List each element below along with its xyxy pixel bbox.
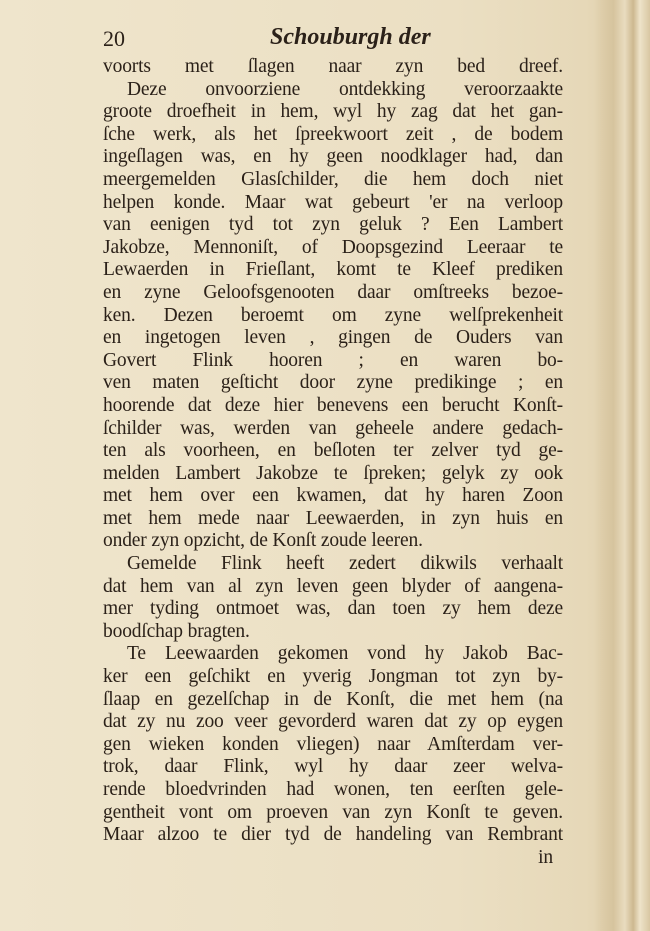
text-line: ſchilder was, werden van geheele andere gedach-	[103, 417, 563, 439]
text-line: Deze onvoorziene ontdekking veroorzaakte	[127, 78, 563, 100]
text-line: Te Leewaarden gekomen vond hy Jakob Bac-	[127, 643, 563, 665]
text-line: onder zyn opzicht, de Konſt zoude leeren.	[103, 530, 423, 552]
text-line: mer tyding ontmoet was, dan toen zy hem deze	[103, 598, 563, 620]
text-line: Govert Flink hooren ; en waren bo-	[103, 349, 563, 371]
text-line: hoorende dat deze hier benevens een berucht Konſt-	[103, 394, 563, 416]
text-line: Jakobze, Mennoniſt, of Doopsgezind Leeraar te	[103, 236, 563, 258]
text-line: groote droefheit in hem, wyl hy zag dat het gan-	[103, 101, 563, 123]
text-line: boodſchap bragten.	[103, 620, 250, 642]
page-edge-shadow	[594, 0, 650, 931]
text-line: helpen konde. Maar wat gebeurt 'er na verloop	[103, 191, 563, 213]
page-header	[103, 26, 563, 54]
text-line: trok, daar Flink, wyl hy daar zeer welva-	[103, 756, 563, 778]
text-line: en ingetogen leven , gingen de Ouders van	[103, 327, 563, 349]
text-line: voorts met ſlagen naar zyn bed dreef.	[103, 56, 563, 77]
running-title: Schouburgh der	[270, 24, 431, 50]
text-line: Lewaerden in Frieſlant, komt te Kleef prediken	[103, 259, 563, 281]
text-line: ker een geſchikt en yverig Jongman tot zyn by-	[103, 666, 563, 688]
text-line: rende bloedvrinden had wonen, ten eerſten gele-	[103, 779, 563, 800]
text-line: gen wieken konden vliegen) naar Amſterdam ver-	[103, 733, 563, 755]
text-line: melden Lambert Jakobze te ſpreken; gelyk zy ook	[103, 462, 563, 484]
text-line: meergemelden Glasſchilder, die hem doch niet	[103, 168, 563, 190]
text-line: met hem mede naar Leewaerden, in zyn huis en	[103, 507, 563, 529]
text-line: van eenigen tyd tot zyn geluk ? Een Lambert	[103, 214, 563, 236]
text-line: ſche werk, als het ſpreekwoort zeit , de bodem	[103, 123, 563, 145]
text-line: dat hem van al zyn leven geen blyder of aangena-	[103, 575, 563, 597]
text-line: ten als voorheen, en beſloten ter zelver tyd ge-	[103, 440, 563, 462]
text-line: gentheit vont om proeven van zyn Konſt te geven.	[103, 801, 563, 823]
text-line: met hem over een kwamen, dat hy haren Zoon	[103, 485, 563, 507]
text-line: ken. Dezen beroemt om zyne welſprekenheit	[103, 304, 563, 326]
page-number: 20	[103, 26, 125, 51]
text-line: en zyne Geloofsgenooten daar omſtreeks bezoe-	[103, 281, 563, 303]
catchword: in	[538, 846, 553, 868]
text-line: ſlaap en gezelſchap in de Konſt, die met hem (na	[103, 688, 563, 710]
text-line: dat zy nu zoo veer gevorderd waren dat zy op eygen	[103, 711, 563, 733]
text-line: Gemelde Flink heeft zedert dikwils verhaalt	[127, 553, 563, 575]
text-line: ven maten geſticht door zyne predikinge ; en	[103, 372, 563, 394]
text-line: ingeſlagen was, en hy geen noodklager had, dan	[103, 146, 563, 168]
body-text	[103, 56, 563, 869]
text-line: Maar alzoo te dier tyd de handeling van Rembrant	[103, 824, 563, 846]
